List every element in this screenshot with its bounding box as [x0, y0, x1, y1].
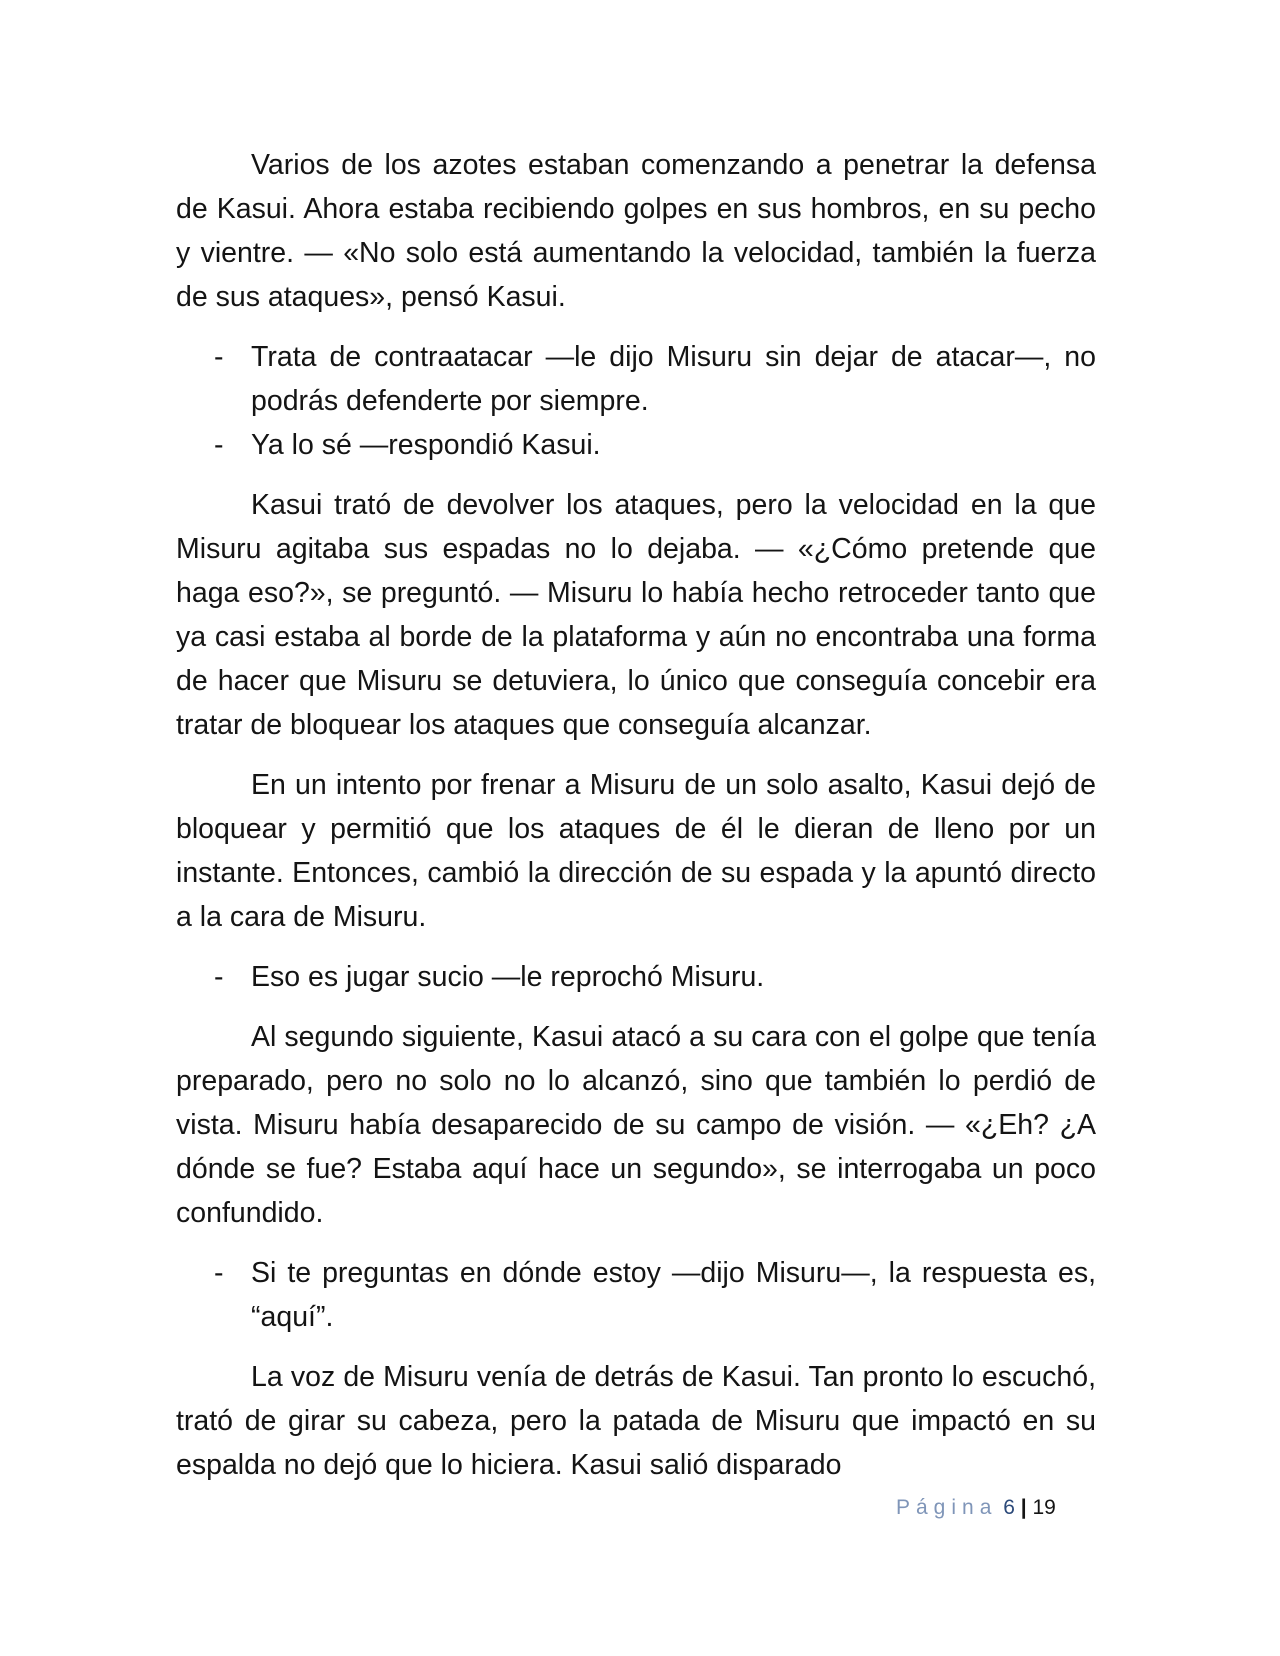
dialogue-line	[176, 335, 1096, 423]
dialogue-text: Trata de contraatacar —le dijo Misuru sin dejar de atacar—, no podrás defenderte por siempre.	[251, 341, 1096, 417]
dialogue-text: Si te preguntas en dónde estoy —dijo Misuru—, la respuesta es, “aquí”.	[251, 1257, 1096, 1333]
dialogue-dash: -	[214, 429, 224, 461]
paragraph: La voz de Misuru venía de detrás de Kasui. Tan pronto lo escuchó, trató de girar su cabeza, pero la patada de Misuru que impactó en su espalda no dejó que lo hiciera. Kasui salió disparado	[176, 1361, 1096, 1481]
paragraph: Varios de los azotes estaban comenzando a penetrar la defensa de Kasui. Ahora estaba recibiendo golpes en sus hombros, en su pecho y vientre. — «No solo está aumentando la velocidad, también la fuerza de sus ataques», pensó Kasui.	[176, 149, 1096, 313]
page-body	[176, 143, 1096, 1503]
page-number-footer	[896, 1494, 1056, 1522]
current-page-number: 6	[1003, 1496, 1015, 1519]
paragraph: Al segundo siguiente, Kasui atacó a su cara con el golpe que tenía preparado, pero no solo no lo alcanzó, sino que también lo perdió de vista. Misuru había desaparecido de su campo de visión. — «¿Eh? ¿A dónde se fue? Estaba aquí hace un segundo», se interrogaba un poco confundido.	[176, 1021, 1096, 1229]
dialogue-list	[176, 955, 1096, 999]
dialogue-list	[176, 1251, 1096, 1339]
dialogue-text: Ya lo sé —respondió Kasui.	[251, 429, 601, 461]
dialogue-line	[176, 955, 1096, 999]
page-label: Página	[896, 1496, 998, 1519]
paragraph: Kasui trató de devolver los ataques, pero la velocidad en la que Misuru agitaba sus espadas no lo dejaba. — «¿Cómo pretende que haga eso?», se preguntó. — Misuru lo había hecho retroceder tanto que ya casi estaba al borde de la plataforma y aún no encontraba una forma de hacer que Misuru se detuviera, lo único que conseguía concebir era tratar de bloquear los ataques que conseguía alcanzar.	[176, 489, 1096, 741]
dialogue-text: Eso es jugar sucio —le reprochó Misuru.	[251, 961, 765, 993]
page-separator: |	[1020, 1496, 1027, 1519]
paragraph: En un intento por frenar a Misuru de un solo asalto, Kasui dejó de bloquear y permitió que los ataques de él le dieran de lleno por un instante. Entonces, cambió la dirección de su espada y la apuntó directo a la cara de Misuru.	[176, 769, 1096, 933]
dialogue-list	[176, 335, 1096, 467]
dialogue-line	[176, 1251, 1096, 1339]
total-pages: 19	[1032, 1496, 1056, 1519]
dialogue-dash: -	[214, 1257, 224, 1289]
dialogue-dash: -	[214, 961, 224, 993]
dialogue-line	[176, 423, 1096, 467]
dialogue-dash: -	[214, 341, 224, 373]
